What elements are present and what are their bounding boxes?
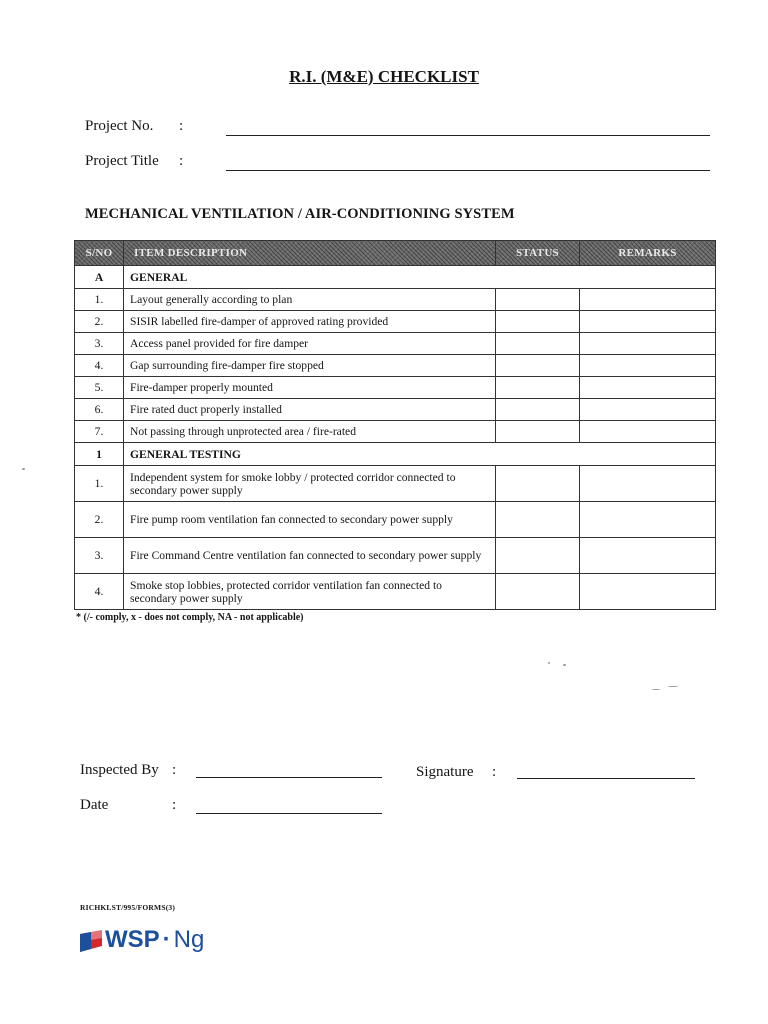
table-row bbox=[75, 466, 716, 502]
remarks-cell[interactable] bbox=[580, 289, 716, 311]
table-row bbox=[75, 399, 716, 421]
table-row bbox=[75, 421, 716, 443]
signature-label: Signature bbox=[416, 764, 474, 780]
table-row bbox=[75, 538, 716, 574]
remarks-cell[interactable] bbox=[580, 311, 716, 333]
remarks-cell[interactable] bbox=[580, 538, 716, 574]
item-no: 3. bbox=[75, 333, 124, 355]
status-cell[interactable] bbox=[496, 502, 580, 538]
section-heading: MECHANICAL VENTILATION / AIR-CONDITIONING SYSTEM bbox=[85, 206, 515, 222]
group-row bbox=[75, 266, 716, 289]
scan-speck bbox=[563, 664, 566, 666]
item-description: Independent system for smoke lobby / protected corridor connected to secondary power supply bbox=[124, 466, 496, 502]
item-description: Gap surrounding fire-damper fire stopped bbox=[124, 355, 496, 377]
project-no-line bbox=[226, 135, 710, 136]
item-description: Fire pump room ventilation fan connected to secondary power supply bbox=[124, 502, 496, 538]
date-colon: : bbox=[172, 797, 177, 813]
project-no-colon: : bbox=[179, 118, 184, 134]
scan-speck bbox=[652, 689, 660, 690]
status-cell[interactable] bbox=[496, 311, 580, 333]
logo-suffix: Ng bbox=[173, 926, 205, 953]
item-description: Fire Command Centre ventilation fan connected to secondary power supply bbox=[124, 538, 496, 574]
scan-speck bbox=[22, 468, 25, 470]
remarks-cell[interactable] bbox=[580, 399, 716, 421]
item-description: Not passing through unprotected area / fire-rated bbox=[124, 421, 496, 443]
item-no: 6. bbox=[75, 399, 124, 421]
project-title-label: Project Title bbox=[85, 153, 159, 169]
status-cell[interactable] bbox=[496, 377, 580, 399]
project-no-label: Project No. bbox=[85, 118, 154, 134]
item-description: SISIR labelled fire-damper of approved rating provided bbox=[124, 311, 496, 333]
page-title: R.I. (M&E) CHECKLIST bbox=[289, 67, 479, 86]
table-row bbox=[75, 355, 716, 377]
table-row bbox=[75, 333, 716, 355]
logo-text bbox=[105, 925, 204, 955]
status-cell[interactable] bbox=[496, 421, 580, 443]
item-no: 1. bbox=[75, 466, 124, 502]
status-cell[interactable] bbox=[496, 466, 580, 502]
table-row bbox=[75, 377, 716, 399]
remarks-cell[interactable] bbox=[580, 333, 716, 355]
inspected-by-label: Inspected By bbox=[80, 762, 159, 778]
remarks-cell[interactable] bbox=[580, 355, 716, 377]
date-label: Date bbox=[80, 797, 109, 813]
item-description: Smoke stop lobbies, protected corridor ventilation fan connected to secondary power supply bbox=[124, 574, 496, 610]
form-code: RICHKLST/995/FORMS(3) bbox=[80, 903, 176, 912]
item-description: Fire-damper properly mounted bbox=[124, 377, 496, 399]
scan-speck bbox=[668, 686, 678, 687]
project-title-colon: : bbox=[179, 153, 184, 169]
project-title-line bbox=[226, 170, 710, 171]
table-row bbox=[75, 502, 716, 538]
checklist-table bbox=[74, 240, 716, 610]
table-row bbox=[75, 574, 716, 610]
date-line bbox=[196, 813, 382, 814]
header-item-description: ITEM DESCRIPTION bbox=[124, 241, 496, 266]
remarks-cell[interactable] bbox=[580, 466, 716, 502]
table-header-row bbox=[75, 241, 716, 266]
status-cell[interactable] bbox=[496, 399, 580, 421]
company-logo bbox=[78, 925, 205, 955]
status-legend: * (/- comply, x - does not comply, NA - not applicable) bbox=[76, 612, 304, 623]
status-cell[interactable] bbox=[496, 355, 580, 377]
remarks-cell[interactable] bbox=[580, 421, 716, 443]
signature-colon: : bbox=[492, 764, 497, 780]
item-description: Fire rated duct properly installed bbox=[124, 399, 496, 421]
group-no: 1 bbox=[75, 443, 124, 466]
inspected-by-colon: : bbox=[172, 762, 177, 778]
logo-separator: · bbox=[162, 926, 171, 953]
group-row bbox=[75, 443, 716, 466]
item-no: 3. bbox=[75, 538, 124, 574]
header-status: STATUS bbox=[496, 241, 580, 266]
table-row bbox=[75, 289, 716, 311]
status-cell[interactable] bbox=[496, 538, 580, 574]
status-cell[interactable] bbox=[496, 574, 580, 610]
remarks-cell[interactable] bbox=[580, 502, 716, 538]
item-no: 7. bbox=[75, 421, 124, 443]
item-no: 2. bbox=[75, 502, 124, 538]
header-sno: S/NO bbox=[75, 241, 124, 266]
inspected-by-line bbox=[196, 777, 382, 778]
item-no: 4. bbox=[75, 355, 124, 377]
item-no: 4. bbox=[75, 574, 124, 610]
group-no: A bbox=[75, 266, 124, 289]
item-no: 1. bbox=[75, 289, 124, 311]
item-description: Layout generally according to plan bbox=[124, 289, 496, 311]
scan-speck bbox=[548, 662, 550, 664]
status-cell[interactable] bbox=[496, 289, 580, 311]
item-no: 5. bbox=[75, 377, 124, 399]
wsp-flag-icon bbox=[78, 925, 104, 955]
table-row bbox=[75, 311, 716, 333]
item-no: 2. bbox=[75, 311, 124, 333]
signature-line bbox=[517, 778, 695, 779]
item-description: Access panel provided for fire damper bbox=[124, 333, 496, 355]
group-title: GENERAL TESTING bbox=[124, 443, 716, 466]
logo-brand: WSP bbox=[105, 926, 160, 953]
remarks-cell[interactable] bbox=[580, 377, 716, 399]
status-cell[interactable] bbox=[496, 333, 580, 355]
header-remarks: REMARKS bbox=[580, 241, 716, 266]
group-title: GENERAL bbox=[124, 266, 716, 289]
remarks-cell[interactable] bbox=[580, 574, 716, 610]
